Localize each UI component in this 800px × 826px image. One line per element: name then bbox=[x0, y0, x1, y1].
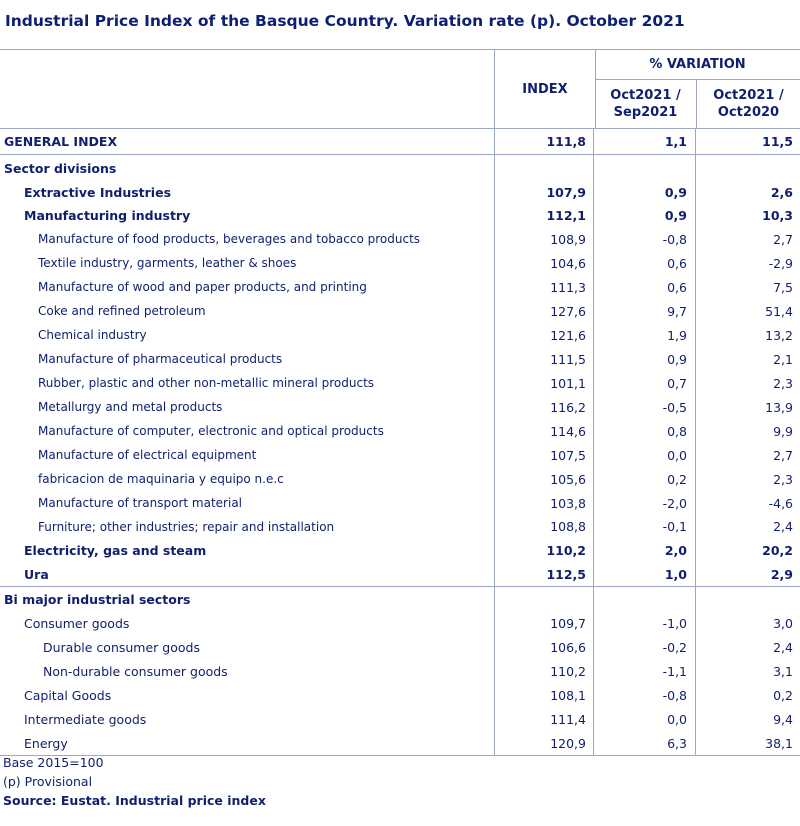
section-label: Bi major industrial sectors bbox=[4, 591, 191, 607]
monthly-variation: -2,0 bbox=[595, 491, 696, 515]
monthly-variation: 0,0 bbox=[595, 443, 696, 467]
index-value: 110,2 bbox=[494, 659, 594, 683]
monthly-variation: 0,7 bbox=[595, 371, 696, 395]
table-row bbox=[0, 181, 800, 203]
row-label: Durable consumer goods bbox=[43, 639, 200, 655]
annual-variation: 7,5 bbox=[773, 279, 793, 295]
monthly-variation-header bbox=[595, 80, 697, 128]
annual-variation: 2,7 bbox=[773, 447, 793, 463]
table-row bbox=[0, 659, 800, 683]
row-label: Manufacture of food products, beverages and tobacco products bbox=[38, 232, 421, 246]
index-value: 108,8 bbox=[494, 515, 594, 538]
monthly-variation: 9,7 bbox=[595, 299, 696, 323]
annual-variation: 38,1 bbox=[765, 735, 793, 751]
empty-cell bbox=[494, 155, 594, 181]
row-label: Non-durable consumer goods bbox=[43, 663, 228, 679]
section-heading-sector-divisions bbox=[0, 155, 800, 181]
index-value: 104,6 bbox=[494, 251, 594, 275]
index-value: 106,6 bbox=[494, 635, 594, 659]
row-label: Manufacture of computer, electronic and optical products bbox=[38, 424, 384, 438]
row-label: Manufacture of electrical equipment bbox=[38, 448, 257, 462]
monthly-variation: -1,1 bbox=[595, 659, 696, 683]
row-label: GENERAL INDEX bbox=[4, 134, 118, 149]
annual-variation: -2,9 bbox=[768, 255, 793, 271]
row-label: Consumer goods bbox=[24, 615, 130, 631]
empty-cell bbox=[595, 155, 696, 181]
row-label: Textile industry, garments, leather & shoes bbox=[38, 256, 297, 270]
annual-variation: 2,4 bbox=[773, 519, 793, 534]
annual-variation: 3,1 bbox=[773, 663, 793, 679]
monthly-variation: 0,9 bbox=[595, 181, 696, 203]
annual-variation: 13,2 bbox=[765, 327, 793, 343]
table-header bbox=[0, 49, 800, 129]
variation-column-header: % VARIATION bbox=[595, 50, 800, 80]
empty-cell bbox=[494, 587, 594, 611]
index-value: 108,9 bbox=[494, 227, 594, 251]
monthly-variation: -0,8 bbox=[595, 683, 696, 707]
monthly-variation: 1,1 bbox=[595, 129, 696, 154]
index-value: 127,6 bbox=[494, 299, 594, 323]
annual-header-line2: Oct2020 bbox=[717, 105, 780, 120]
row-label: Energy bbox=[24, 735, 68, 751]
annual-header-line1: Oct2021 / bbox=[713, 88, 784, 103]
index-value: 116,2 bbox=[494, 395, 594, 419]
index-value: 111,8 bbox=[494, 129, 594, 154]
empty-cell bbox=[595, 587, 696, 611]
empty-cell bbox=[697, 587, 800, 611]
monthly-variation: -0,1 bbox=[595, 515, 696, 538]
index-value: 108,1 bbox=[494, 683, 594, 707]
page-title: Industrial Price Index of the Basque Country. Variation rate (p). October 2021 bbox=[5, 12, 685, 30]
annual-variation: 2,6 bbox=[770, 184, 793, 200]
index-value: 121,6 bbox=[494, 323, 594, 347]
monthly-variation: -1,0 bbox=[595, 611, 696, 635]
row-label: Capital Goods bbox=[24, 687, 112, 703]
annual-variation: 0,2 bbox=[773, 687, 793, 703]
row-label: Chemical industry bbox=[38, 328, 147, 342]
annual-variation: 13,9 bbox=[765, 399, 793, 415]
index-value: 107,9 bbox=[494, 181, 594, 203]
table-row bbox=[0, 635, 800, 659]
table-row bbox=[0, 707, 800, 731]
monthly-variation: 1,0 bbox=[595, 562, 696, 586]
row-label: fabricacion de maquinaria y equipo n.e.c bbox=[38, 472, 284, 486]
table-row bbox=[0, 419, 800, 443]
table-row bbox=[0, 515, 800, 538]
row-label: Intermediate goods bbox=[24, 711, 147, 727]
monthly-variation: 6,3 bbox=[595, 731, 696, 755]
empty-cell bbox=[697, 155, 800, 181]
table-row bbox=[0, 371, 800, 395]
annual-variation: 2,9 bbox=[770, 566, 793, 582]
monthly-variation: 0,9 bbox=[595, 347, 696, 371]
table-row bbox=[0, 731, 800, 756]
annual-variation: 2,7 bbox=[773, 231, 793, 247]
table-row bbox=[0, 538, 800, 562]
index-value: 105,6 bbox=[494, 467, 594, 491]
table-row bbox=[0, 275, 800, 299]
index-value: 120,9 bbox=[494, 731, 594, 755]
row-label: Furniture; other industries; repair and installation bbox=[38, 519, 335, 534]
annual-variation: 2,3 bbox=[773, 471, 793, 487]
row-label: Manufacturing industry bbox=[24, 207, 191, 223]
annual-variation: -4,6 bbox=[768, 495, 793, 511]
table-row bbox=[0, 467, 800, 491]
row-label: Manufacture of transport material bbox=[38, 496, 242, 510]
index-value: 101,1 bbox=[494, 371, 594, 395]
monthly-variation: 0,8 bbox=[595, 419, 696, 443]
index-value: 111,5 bbox=[494, 347, 594, 371]
annual-variation: 11,5 bbox=[762, 134, 793, 149]
monthly-variation: 0,6 bbox=[595, 251, 696, 275]
index-value: 110,2 bbox=[494, 538, 594, 562]
table-row bbox=[0, 562, 800, 587]
annual-variation: 2,4 bbox=[773, 639, 793, 655]
row-label: Manufacture of wood and paper products, and printing bbox=[38, 280, 367, 294]
provisional-note: (p) Provisional bbox=[3, 774, 93, 789]
general-index-row bbox=[0, 129, 800, 155]
row-label: Extractive Industries bbox=[24, 184, 172, 200]
table-row bbox=[0, 323, 800, 347]
price-index-table bbox=[0, 49, 800, 756]
monthly-variation: 1,9 bbox=[595, 323, 696, 347]
index-value: 111,4 bbox=[494, 707, 594, 731]
row-label: Metallurgy and metal products bbox=[38, 400, 223, 414]
table-row bbox=[0, 683, 800, 707]
index-value: 112,5 bbox=[494, 562, 594, 586]
section-label: Sector divisions bbox=[4, 160, 117, 176]
monthly-variation: 2,0 bbox=[595, 538, 696, 562]
row-label: Manufacture of pharmaceutical products bbox=[38, 352, 283, 366]
annual-variation: 20,2 bbox=[762, 542, 793, 558]
base-note: Base 2015=100 bbox=[3, 755, 104, 770]
annual-variation: 10,3 bbox=[762, 207, 793, 223]
table-row bbox=[0, 299, 800, 323]
annual-variation: 9,9 bbox=[773, 423, 793, 439]
index-value: 114,6 bbox=[494, 419, 594, 443]
annual-variation: 2,1 bbox=[773, 351, 793, 367]
monthly-variation: 0,2 bbox=[595, 467, 696, 491]
annual-variation-header bbox=[697, 80, 800, 128]
index-value: 103,8 bbox=[494, 491, 594, 515]
monthly-variation: 0,6 bbox=[595, 275, 696, 299]
monthly-variation: -0,5 bbox=[595, 395, 696, 419]
monthly-variation: 0,0 bbox=[595, 707, 696, 731]
annual-variation: 9,4 bbox=[773, 711, 793, 727]
table-row bbox=[0, 395, 800, 419]
row-label: Ura bbox=[24, 566, 49, 582]
table-row bbox=[0, 251, 800, 275]
row-label: Electricity, gas and steam bbox=[24, 542, 207, 558]
table-row bbox=[0, 227, 800, 251]
monthly-variation: -0,2 bbox=[595, 635, 696, 659]
row-label: Rubber, plastic and other non-metallic mineral products bbox=[38, 376, 375, 390]
monthly-variation: -0,8 bbox=[595, 227, 696, 251]
monthly-variation: 0,9 bbox=[595, 203, 696, 227]
index-column-header: INDEX bbox=[494, 50, 596, 128]
table-row bbox=[0, 491, 800, 515]
table-row bbox=[0, 611, 800, 635]
index-value: 109,7 bbox=[494, 611, 594, 635]
index-value: 111,3 bbox=[494, 275, 594, 299]
table-row bbox=[0, 347, 800, 371]
source-note: Source: Eustat. Industrial price index bbox=[3, 793, 266, 808]
annual-variation: 3,0 bbox=[773, 615, 793, 631]
table-row bbox=[0, 203, 800, 227]
monthly-header-line1: Oct2021 / bbox=[610, 88, 681, 103]
annual-variation: 51,4 bbox=[765, 303, 793, 319]
table-row bbox=[0, 443, 800, 467]
annual-variation: 2,3 bbox=[773, 375, 793, 391]
monthly-header-line2: Sep2021 bbox=[613, 105, 678, 120]
index-value: 107,5 bbox=[494, 443, 594, 467]
row-label: Coke and refined petroleum bbox=[38, 304, 206, 318]
index-value: 112,1 bbox=[494, 203, 594, 227]
section-heading-major-sectors bbox=[0, 587, 800, 611]
